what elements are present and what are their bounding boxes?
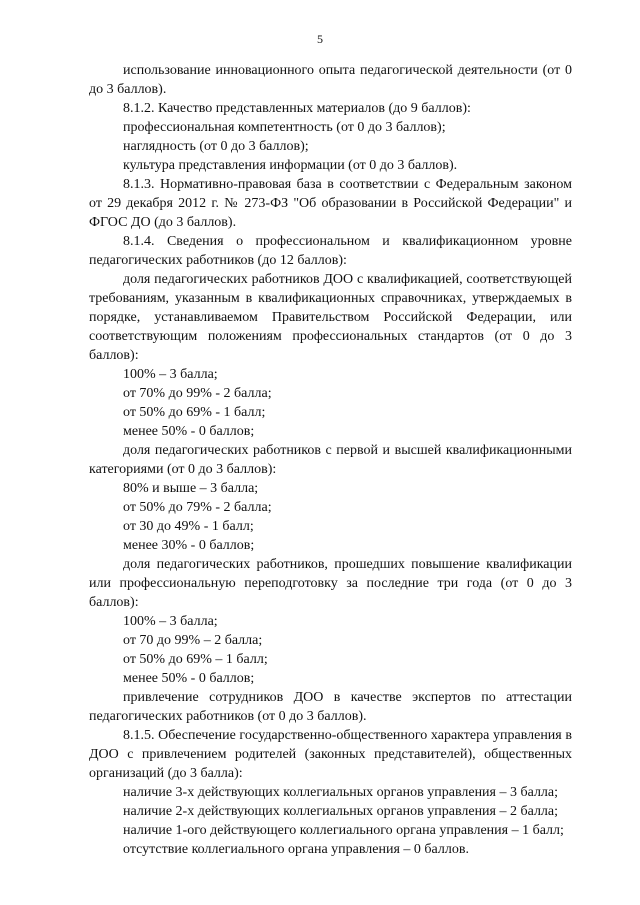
document-body [89, 61, 572, 859]
list-item-governance-score: наличие 3-х действующих коллегиальных органов управления – 3 балла; [123, 785, 559, 800]
paragraph-8-1-4-heading: 8.1.4. Сведения о профессиональном и квалификационном уровне педагогических работников (до 12 баллов): [89, 234, 572, 268]
list-item-score: от 50% до 69% – 1 балл; [123, 652, 268, 667]
paragraph-qualified-staff-share: доля педагогических работников ДОО с квалификацией, соответствующей требованиям, указанным в квалификационных справочниках, утверждаемых в порядке, устанавливаемом Правительством Российской Федерации, или соответствующим положениям профессиональных стандартов (от 0 до 3 баллов): [89, 272, 572, 363]
list-item-score: от 70% до 99% - 2 балла; [123, 386, 272, 401]
list-item-score: менее 30% - 0 баллов; [123, 538, 255, 553]
paragraph-8-1-3-heading: 8.1.3. Нормативно-правовая база в соответствии с Федеральным законом от 29 декабря 2012 г. № 273-ФЗ "Об образовании в Российской Федерации" и ФГОС ДО (до 3 баллов). [89, 177, 572, 230]
list-item-score: 80% и выше – 3 балла; [123, 481, 259, 496]
paragraph-visual-clarity: наглядность (от 0 до 3 баллов); [123, 139, 309, 154]
paragraph-8-1-2-heading: 8.1.2. Качество представленных материалов (до 9 баллов): [123, 101, 471, 116]
list-item-score: от 70 до 99% – 2 балла; [123, 633, 263, 648]
list-item-governance-score: наличие 1-ого действующего коллегиального органа управления – 1 балл; [123, 823, 564, 838]
list-item-score: 100% – 3 балла; [123, 367, 218, 382]
page-number: 5 [317, 32, 323, 46]
paragraph-innovation-experience: использование инновационного опыта педагогической деятельности (от 0 до 3 баллов). [89, 63, 572, 97]
list-item-score: от 50% до 79% - 2 балла; [123, 500, 272, 515]
paragraph-category-staff-share: доля педагогических работников с первой и высшей квалификационными категориями (от 0 до 3 баллов): [89, 443, 572, 477]
paragraph-professional-competence: профессиональная компетентность (от 0 до 3 баллов); [123, 120, 446, 135]
paragraph-8-1-5-heading: 8.1.5. Обеспечение государственно-общественного характера управления в ДОО с привлечением родителей (законных представителей), общественных организаций (до 3 балла): [89, 728, 572, 781]
paragraph-training-staff-share: доля педагогических работников, прошедших повышение квалификации или профессиональную переподготовку за последние три года (от 0 до 3 баллов): [89, 557, 572, 610]
list-item-governance-score: отсутствие коллегиального органа управления – 0 баллов. [123, 842, 469, 857]
list-item-score: менее 50% - 0 баллов; [123, 671, 255, 686]
list-item-score: менее 50% - 0 баллов; [123, 424, 255, 439]
paragraph-attestation-experts: привлечение сотрудников ДОО в качестве экспертов по аттестации педагогических работников (от 0 до 3 баллов). [89, 690, 572, 724]
list-item-score: от 30 до 49% - 1 балл; [123, 519, 254, 534]
list-item-score: 100% – 3 балла; [123, 614, 218, 629]
paragraph-presentation-culture: культура представления информации (от 0 до 3 баллов). [123, 158, 458, 173]
list-item-score: от 50% до 69% - 1 балл; [123, 405, 266, 420]
list-item-governance-score: наличие 2-х действующих коллегиальных органов управления – 2 балла; [123, 804, 559, 819]
